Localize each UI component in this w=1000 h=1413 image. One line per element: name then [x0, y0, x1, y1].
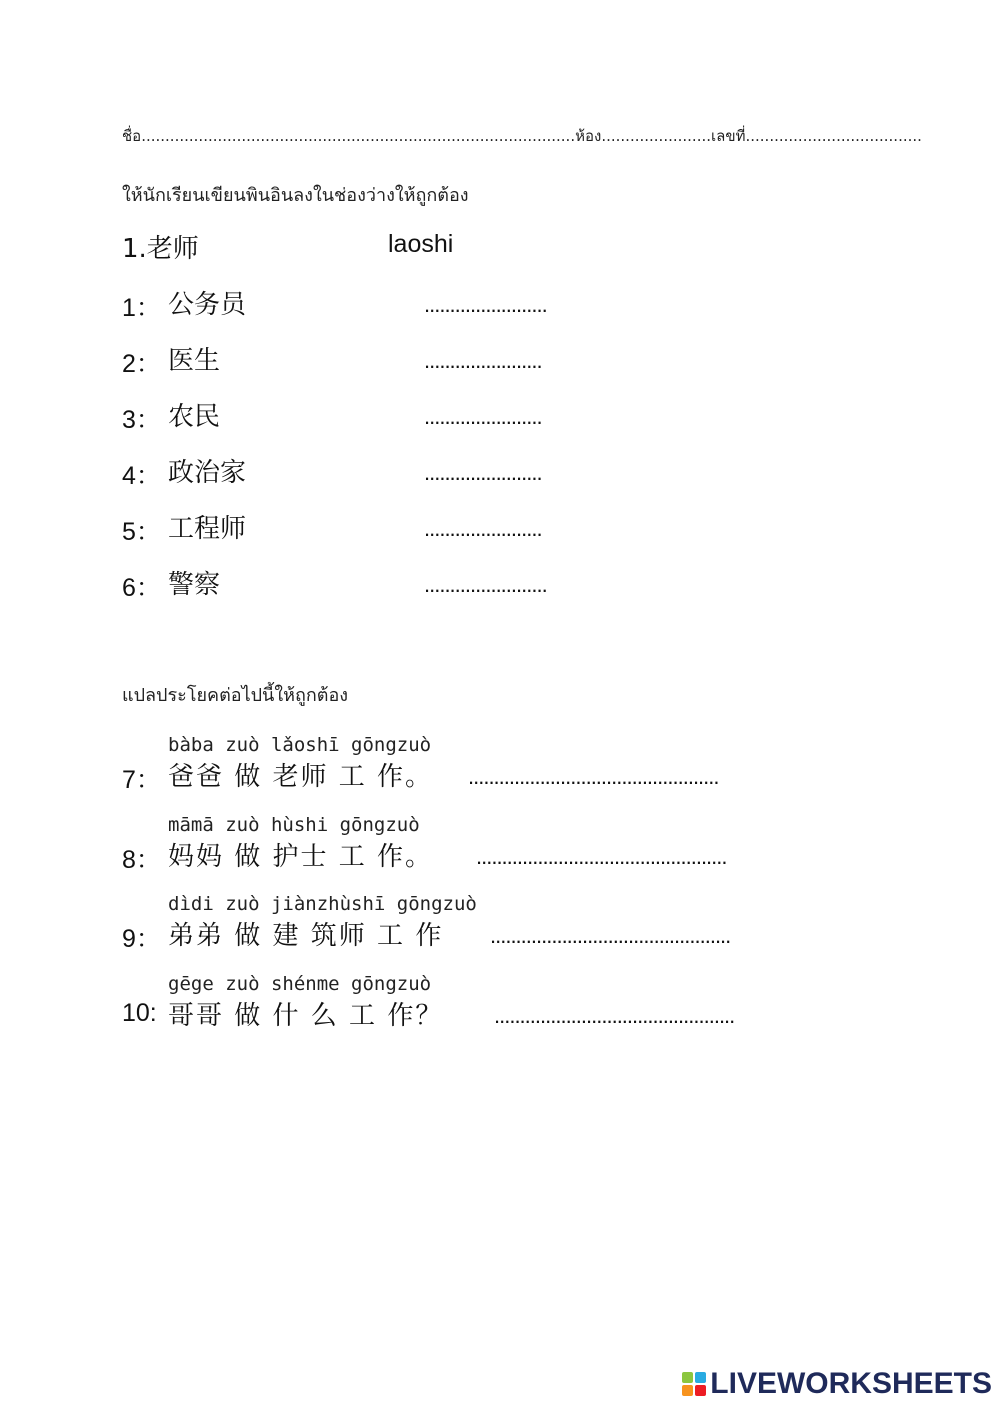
vocab-word: 工程师: [168, 514, 247, 544]
logo-text: LIVEWORKSHEETS: [710, 1367, 992, 1400]
example-word: 1.老师: [122, 234, 199, 264]
sentence-number: 7：: [122, 766, 161, 794]
section2-instruction: แปลประโยคต่อไปนี้ให้ถูกต้อง: [122, 685, 349, 706]
sentence-answer-blank[interactable]: ...............................................: [490, 923, 731, 948]
sentence-answer-blank[interactable]: .................................................: [468, 764, 719, 789]
name-blank[interactable]: ...........................................................................................: [141, 127, 576, 145]
liveworksheets-logo-icon: [682, 1372, 706, 1396]
number-blank[interactable]: .....................................: [745, 127, 922, 145]
room-blank[interactable]: .......................: [601, 127, 712, 145]
vocab-answer-blank[interactable]: .......................: [424, 348, 542, 373]
vocab-number: 1：: [122, 294, 161, 322]
sentence-number: 8：: [122, 846, 161, 874]
sentence-pinyin: bàba zuò lǎoshī gōngzuò: [168, 734, 432, 756]
sentence-text: 弟弟 做 建 筑师 工 作: [168, 921, 444, 951]
number-label: เลขที่: [711, 127, 746, 145]
sentence-pinyin: dìdi zuò jiànzhùshī gōngzuò: [168, 893, 477, 915]
room-label: ห้อง: [575, 127, 602, 145]
vocab-word: 医生: [168, 346, 221, 376]
sentence-answer-blank[interactable]: ...............................................: [494, 1003, 735, 1028]
sentence-text: 哥哥 做 什 么 工 作？: [168, 1001, 444, 1031]
vocab-word: 政治家: [168, 458, 247, 488]
sentence-text: 妈妈 做 护士 工 作。: [168, 842, 434, 872]
vocab-word: 公务员: [168, 290, 247, 320]
vocab-number: 5：: [122, 518, 161, 546]
vocab-answer-blank[interactable]: .......................: [424, 460, 542, 485]
vocab-answer-blank[interactable]: ........................: [424, 572, 547, 597]
sentence-number: 9：: [122, 925, 161, 953]
sentence-answer-blank[interactable]: .................................................: [476, 844, 727, 869]
vocab-answer-blank[interactable]: .......................: [424, 516, 542, 541]
sentence-pinyin: gēge zuò shénme gōngzuò: [168, 973, 432, 995]
vocab-number: 2：: [122, 350, 161, 378]
name-label: ชื่อ: [122, 127, 142, 145]
vocab-number: 6：: [122, 574, 161, 602]
vocab-answer-blank[interactable]: ........................: [424, 292, 547, 317]
example-answer: laoshi: [388, 230, 454, 258]
vocab-answer-blank[interactable]: .......................: [424, 404, 542, 429]
vocab-number: 4：: [122, 462, 161, 490]
student-info-header: [122, 124, 922, 148]
vocab-number: 3：: [122, 406, 161, 434]
vocab-word: 农民: [168, 402, 221, 432]
liveworksheets-logo: [682, 1367, 992, 1401]
vocab-word: 警察: [168, 570, 221, 600]
sentence-text: 爸爸 做 老师 工 作。: [168, 762, 434, 792]
sentence-number: 10:: [122, 999, 157, 1027]
sentence-pinyin: māmā zuò hùshi gōngzuò: [168, 814, 420, 836]
section1-instruction: ให้นักเรียนเขียนพินอินลงในช่องว่างให้ถูกต้อง: [122, 185, 469, 206]
